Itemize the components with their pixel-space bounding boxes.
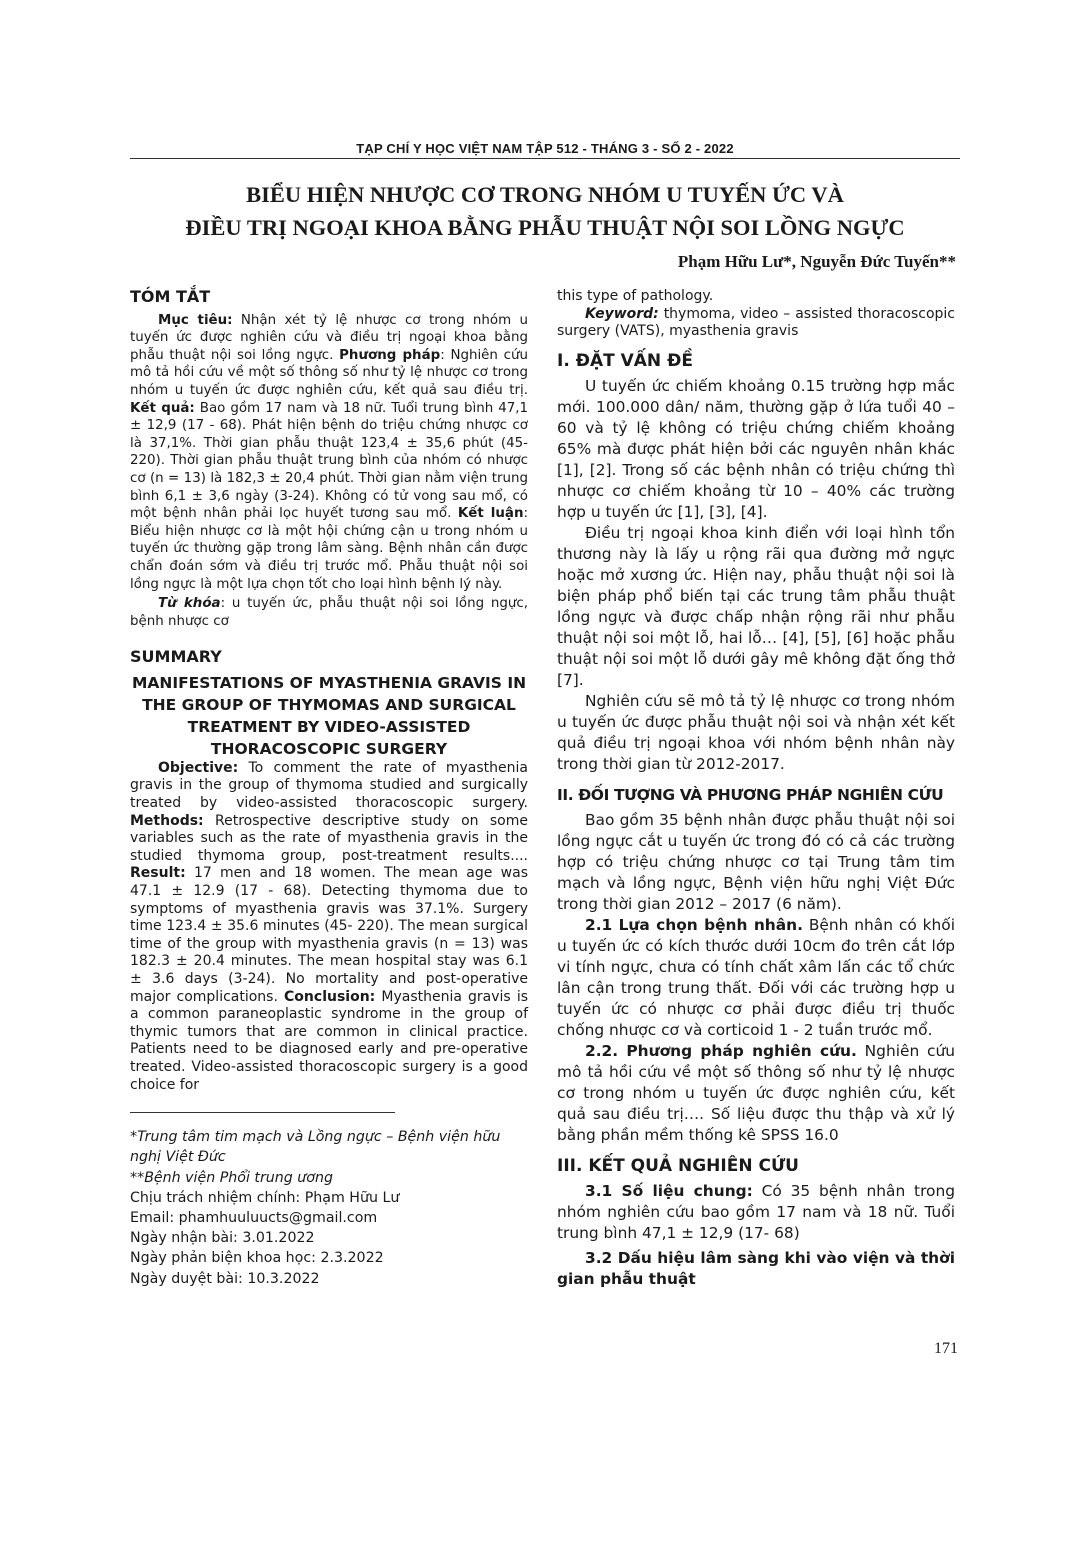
text-methods-en: Retrospective descriptive study on some variables such as the rate of myasthenia gravis in the studied thymoma group, post-treatment results.... [130,812,528,864]
label-method-vi: Phương pháp [339,347,441,363]
body-text [557,351,955,1290]
footnote-responsible: Chịu trách nhiệm chính: Phạm Hữu Lư [130,1189,400,1206]
footnote-reviewed: Ngày phản biện khoa học: 2.3.2022 [130,1250,384,1267]
footnote-affil-1: *Trung tâm tim mạch và Lồng ngực – Bệnh viện hữu nghị Việt Đức [130,1129,501,1166]
footnote-accepted: Ngày duyệt bài: 10.3.2022 [130,1270,320,1287]
section-3-heading: III. KẾT QUẢ NGHIÊN CỨU [557,1155,799,1176]
authors: Phạm Hữu Lư*, Nguyễn Đức Tuyến** [677,252,956,271]
section-2-1 [557,915,955,1041]
section-2-heading: II. ĐỐI TƯỢNG VÀ PHƯƠNG PHÁP NGHIÊN CỨU [557,785,944,804]
label-2-2: 2.2. Phương pháp nghiên cứu. [585,1041,857,1060]
text-objective-en: To comment the rate of myasthenia gravis in the group of thymoma studied and surgically treated by video-assisted thoracoscopic surgery. [130,759,528,812]
section-3-1 [557,1181,955,1244]
section-1-heading: I. ĐẶT VẤN ĐỀ [557,350,693,371]
text-method-vi: : Nghiên cứu mô tả hồi cứu về một số thông số như tỷ lệ nhược cơ trong nhóm u tuyến ức được nghiên cứu, kết quả sau điều trị. [130,347,528,398]
footnote-received: Ngày nhận bài: 3.01.2022 [130,1230,315,1247]
label-objective-vi: Mục tiêu: [158,312,233,328]
title-line-1: BIỂU HIỆN NHƯỢC CƠ TRONG NHÓM U TUYẾN ỨC VÀ [246,182,844,207]
text-objective-vi: Nhận xét tỷ lệ nhược cơ trong nhóm u tuyến ức được nghiên cứu và điều trị ngoại khoa bằng phẫu thuật nội soi lồng ngực. [130,312,528,363]
header-rule [130,158,960,159]
title-line-2: ĐIỀU TRỊ NGOẠI KHOA BẰNG PHẪU THUẬT NỘI SOI LỒNG NGỰC [185,215,905,240]
right-column [557,288,955,1290]
keywords-en [557,306,955,341]
label-keyword-en: Keyword: [585,305,659,322]
abstract-en-title: MANIFESTATIONS OF MYASTHENIA GRAVIS IN THE GROUP OF THYMOMAS AND SURGICAL TREATMENT BY VIDEO-ASSISTED THORACOSCOPIC SURGERY [131,673,527,758]
footnote-rule [130,1112,395,1113]
section-1-p3: Nghiên cứu sẽ mô tả tỷ lệ nhược cơ trong nhóm u tuyến ức được phẫu thuật nội soi và nhận xét kết quả điều trị ngoại khoa với nhóm bệnh nhân này trong thời gian từ 2012-2017. [557,691,955,773]
abstract-vi-body [130,312,528,594]
section-2-2 [557,1041,955,1146]
footnote-affil-2: **Bệnh viện Phổi trung ương [130,1169,333,1186]
abstract-en-heading: SUMMARY [130,647,222,667]
article-title [130,178,960,244]
label-2-1: 2.1 Lựa chọn bệnh nhân. [585,915,803,934]
section-1-p1: U tuyến ức chiếm khoảng 0.15 trường hợp mắc mới. 100.000 dân/ năm, thường gặp ở lứa tuổi 40 – 60 và tỷ lệ không có triệu chứng chiếm khoảng 65% mà được phát hiện bởi các nguyên nhân khác [1], [2]. Trong số các bệnh nhân có triệu chứng thì nhược cơ chiếm khoảng từ 10 – 40% các trường hợp u tuyến ức [1], [3], [4]. [557,376,955,521]
text-2-2: Nghiên cứu mô tả hồi cứu về một số thông số như tỷ lệ nhược cơ trong nhóm u tuyến ức được nghiên cứu, kết quả sau điều trị…. Số liệu được thu thập và xử lý bằng phần mềm thống kê SPSS 16.0 [557,1041,955,1144]
section-1-p2: Điều trị ngoại khoa kinh điển với loại hình tổn thương này là lấy u rộng rãi qua đường mở ngực hoặc mở xương ức. Hiện nay, phẫu thuật nội soi là biện pháp phổ biến tại các trung tâm phẫu thuật lồng ngực và được chấp nhận rộng rãi như phẫu thuật nội soi một lỗ, hai lỗ… [4], [5], [6] hoặc phẫu thuật nội soi một lỗ dưới gây mê không đặt ống thở [7]. [557,523,955,689]
label-conclusion-vi: Kết luận [457,506,524,522]
text-result-vi: Bao gồm 17 nam và 18 nữ. Tuổi trung bình 47,1 ± 12,9 (17 - 68). Phát hiện bệnh do triệu chứng nhược cơ là 37,1%. Thời gian phẫu thuật 123,4 ± 35,6 phút (45- 220). Thời gian phẫu thuật trung bình của nhóm có nhược cơ (n = 13) là 182,3 ± 20,4 phút. Thời gian nằm viện trung bình 6,1 ± 3,6 ngày (3-24). Không có tử vong sau mổ, có một bệnh nhân phải lọc huyết tương sau mổ. [130,400,529,522]
label-objective-en: Objective: [158,759,239,776]
label-keywords-vi: Từ khóa [158,596,221,612]
footnote-email: Email: phamhuuluucts@gmail.com [130,1209,378,1226]
label-result-vi: Kết quả: [130,400,195,416]
journal-header: TẠP CHÍ Y HỌC VIỆT NAM TẬP 512 - THÁNG 3 - SỐ 2 - 2022 [356,141,734,156]
text-keywords-vi: : u tuyến ức, phẫu thuật nội soi lồng ngực, bệnh nhược cơ [130,596,528,629]
text-keyword-en: thymoma, video – assisted thoracoscopic surgery (VATS), myasthenia gravis [557,305,955,340]
abstract-en-continuation: this type of pathology. [557,288,714,304]
page-number: 171 [934,1340,958,1357]
keywords-vi [130,595,528,630]
label-conclusion-en: Conclusion: [284,988,376,1005]
label-3-1: 3.1 Số liệu chung: [585,1181,753,1200]
abstract-vi-heading: TÓM TẮT [130,287,211,306]
abstract-en-body [130,760,528,1094]
text-3-1: Có 35 bệnh nhân trong nhóm nghiên cứu bao gồm 17 nam và 18 nữ. Tuổi trung bình 47,1 ± 12,9 (17- 68) [557,1181,955,1242]
label-3-2: 3.2 Dấu hiệu lâm sàng khi vào viện và thời gian phẫu thuật [557,1248,955,1288]
text-result-en: 17 men and 18 women. The mean age was 47.1 ± 12.9 (17 - 68). Detecting thymoma due to symptoms of myasthenia gravis was 37.1%. Surgery time 123.4 ± 35.6 minutes (45- 220). The mean surgical time of the group with myasthenia gravis (n = 13) was 182.3 ± 20.4 minutes. The mean hospital stay was 6.1 ± 3.6 days (3-24). No mortality and post-operative major complications. [130,865,528,1005]
section-2-p1: Bao gồm 35 bệnh nhân được phẫu thuật nội soi lồng ngực cắt u tuyến ức trong đó có cả các trường hợp có triệu chứng nhược cơ tại Trung tâm tim mạch và lồng ngực, Bệnh viện hữu nghị Việt Đức trong thời gian 2012 – 2017 (6 năm). [557,810,955,913]
text-conclusion-vi: : Biểu hiện nhược cơ là một hội chứng cận u trong nhóm u tuyến ức thường gặp trong lâm sàng. Bệnh nhân cần được chẩn đoán sớm và điều trị trước mổ. Phẫu thuật nội soi lồng ngực là một lựa chọn tốt cho loại hình bệnh lý này. [130,506,528,592]
label-methods-en: Methods: [130,812,204,829]
text-2-1: Bệnh nhân có khối u tuyến ức có kích thước dưới 10cm đo trên cắt lớp vi tính ngực, chưa có tính chất xâm lấn các tổ chức lân cận trong trung thất. Đối với các trường hợp u tuyến ức có nhược cơ phải được điều trị thuốc chống nhược cơ và corticoid 1 - 2 tuần trước mổ. [557,915,955,1039]
label-result-en: Result: [130,865,186,882]
footnotes [130,1127,528,1289]
left-column [130,288,528,1289]
text-conclusion-en: Myasthenia gravis is a common paraneoplastic syndrome in the group of thymic tumors that are common in clinical practice. Patients need to be diagnosed early and pre-operative treated. Video-assisted thoracoscopic surgery is a good choice for [130,988,529,1093]
section-3-2 [557,1248,955,1290]
